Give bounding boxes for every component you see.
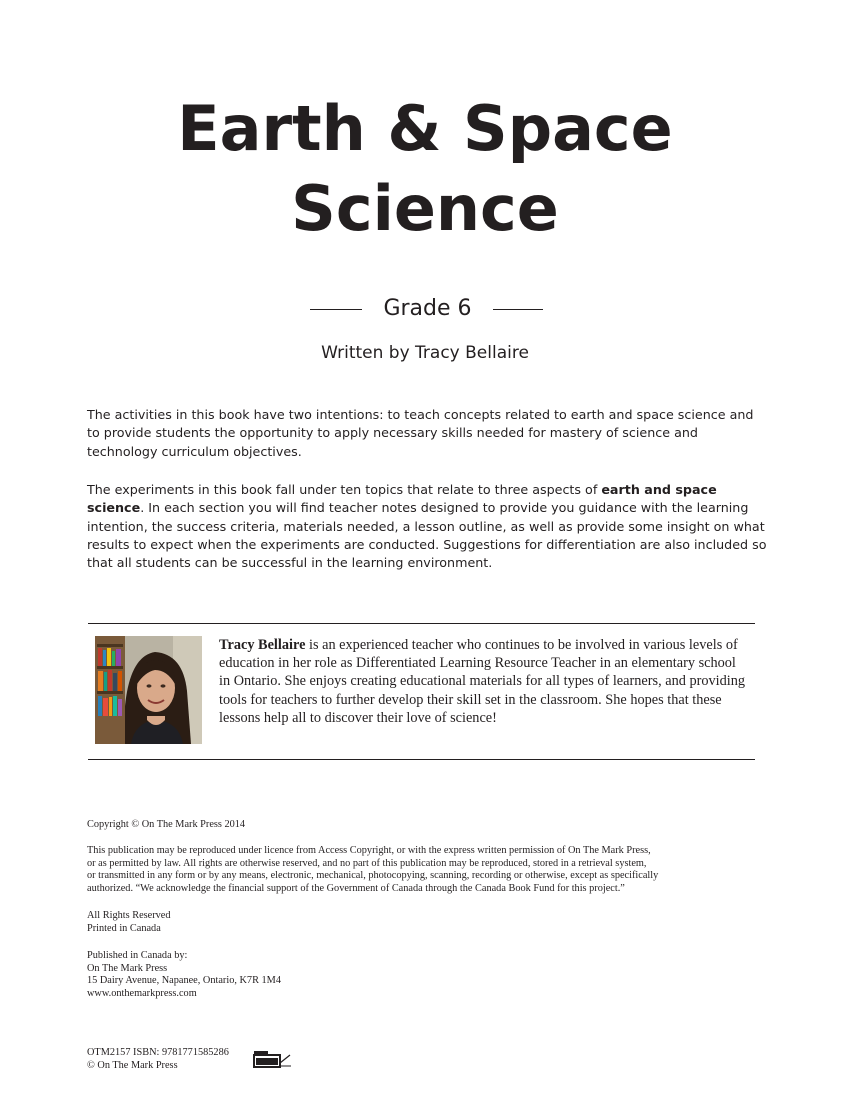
grade-heading (0, 292, 850, 326)
isbn-copyright-line: © On The Mark Press (87, 1059, 178, 1071)
publisher-block (87, 950, 767, 1000)
notice-line: This publication may be reproduced under licence from Access Copyright, or with the express written permission of On The Mark Press, (87, 845, 651, 856)
grade-rule-right (493, 309, 543, 310)
notice-line: or transmitted in any form or by any means, electronic, mechanical, photocopying, scanning, recording or otherwise, except as specifically (87, 870, 659, 882)
author-byline: Written by Tracy Bellaire (321, 343, 529, 363)
bio-rule-top (88, 623, 755, 624)
grade-label: Grade 6 (383, 296, 472, 321)
bio-rule-bottom (88, 759, 755, 760)
publisher-line: Published in Canada by: (87, 950, 188, 961)
intro-paragraph-1: The activities in this book have two intentions: to teach concepts related to earth and space science and to provide students the opportunity to apply necessary skills needed for mastery of science and technology curriculum objectives. (87, 407, 754, 459)
rights-line: Printed in Canada (87, 922, 161, 934)
rights-block (87, 910, 767, 935)
author-bio-name: Tracy Bellaire (219, 637, 306, 653)
publisher-line: 15 Dairy Avenue, Napanee, Ontario, K7R 1M4 (87, 975, 281, 987)
notice-line: or as permitted by law. All rights are otherwise reserved, and no part of this publication may be reproduced, stored in a retrieval system, (87, 857, 647, 869)
intro-paragraph-2-end: . In each section you will find teacher notes designed to provide you guidance with the learning intention, the success criteria, materials needed, a lesson outline, as well as provide some insight on what results to expect when the experiments are conducted. Suggestions for differentiation are also included so that all students can be successful in the learning environment. (87, 500, 767, 571)
intro-paragraph-2-bold: earth and space science (87, 482, 717, 516)
isbn-block (87, 1047, 767, 1072)
notice-line: authorized. “We acknowledge the financial support of the Government of Canada through the Canada Book Fund for this project.” (87, 882, 625, 894)
book-title-line-1: Earth & Space (177, 92, 673, 165)
grade-rule-left (310, 309, 362, 310)
copyright-line: Copyright © On The Mark Press 2014 (87, 819, 246, 830)
copyright-notice (87, 845, 767, 895)
publisher-line: On The Mark Press (87, 962, 168, 974)
intro-paragraph-2 (87, 481, 767, 572)
publisher-website: www.onthemarkpress.com (87, 987, 197, 999)
isbn-line: OTM2157 ISBN: 9781771585286 (87, 1047, 229, 1058)
book-title-line-2: Science (291, 172, 559, 245)
on-the-mark-press-logo-icon (253, 1049, 293, 1069)
author-bio-text: is an experienced teacher who continues to be involved in various levels of education in her role as Differentiated Learning Resource Teacher in an elementary school in Ontario. She enjoys creating educational materials for all types of learners, and providing tools for teachers to further develop their skill set in the classroom. She hopes that these lessons help all to discover their love of science! (219, 637, 746, 726)
rights-line: All Rights Reserved (87, 910, 171, 921)
intro-paragraph-2-start: The experiments in this book fall under ten topics that relate to three aspects of (87, 482, 602, 497)
author-photo (95, 636, 202, 744)
author-bio (219, 636, 749, 727)
